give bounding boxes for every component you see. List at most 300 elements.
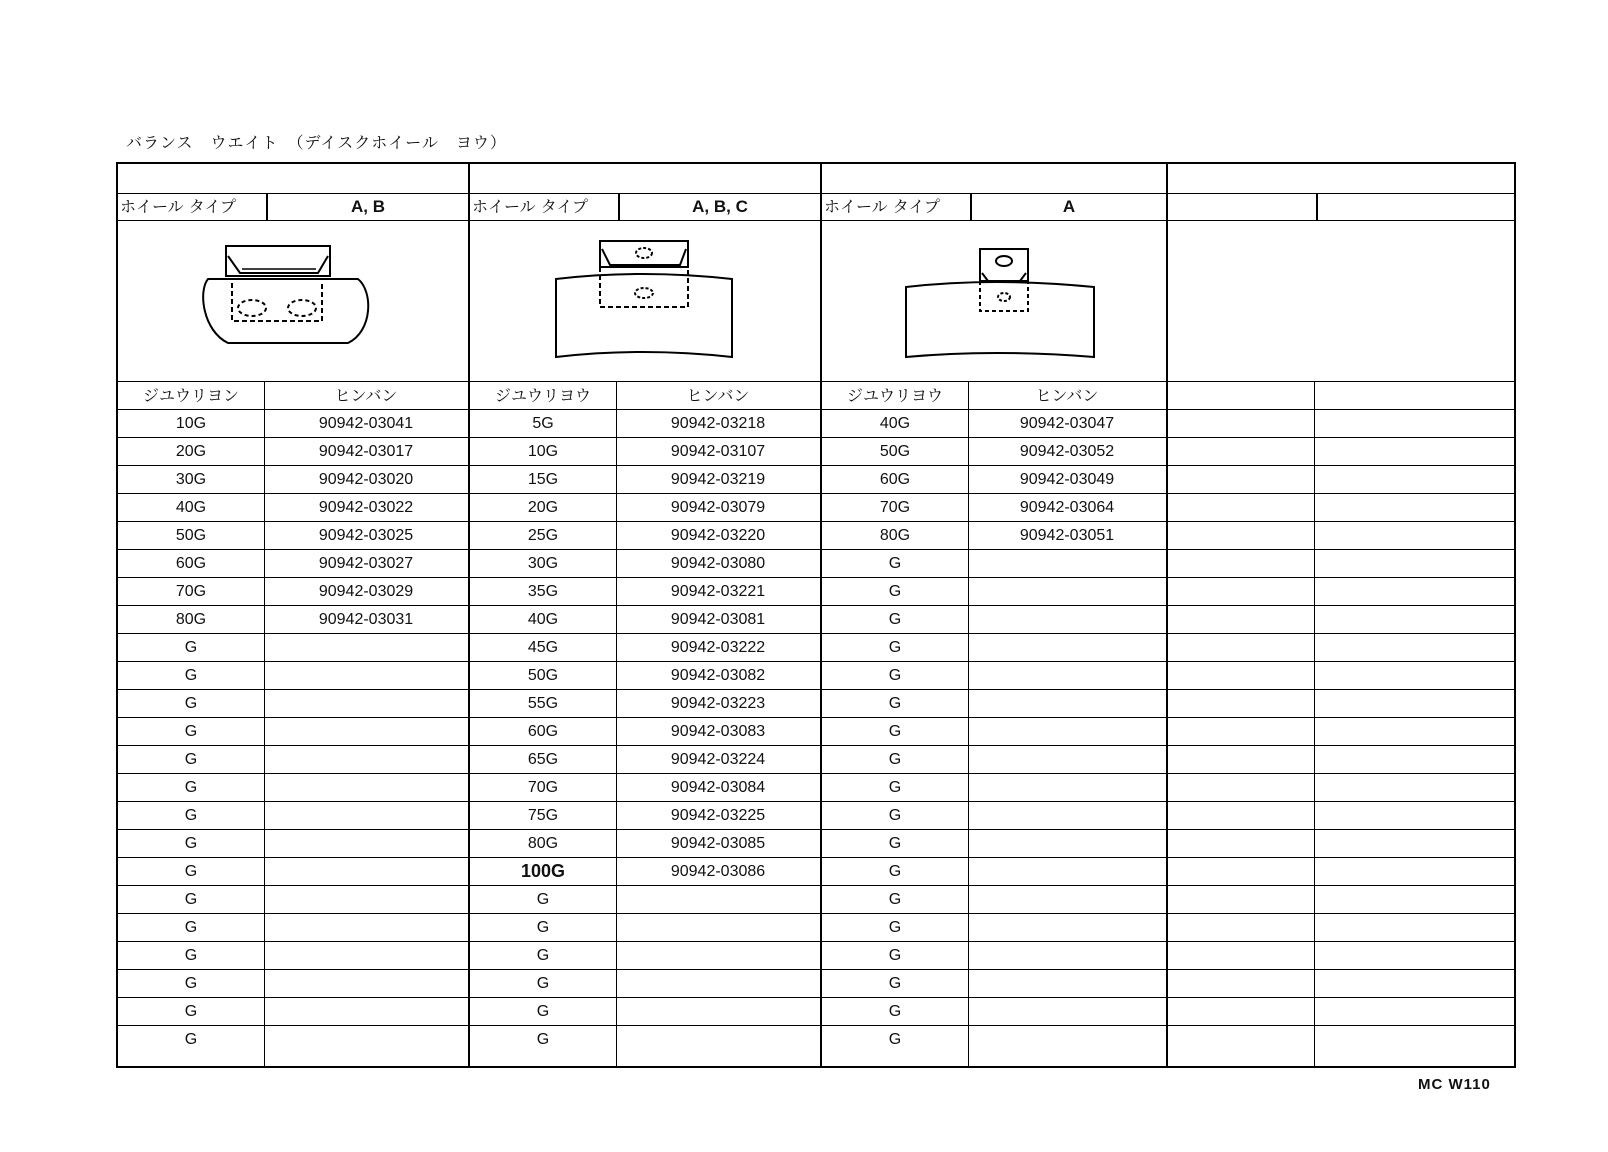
part-number-cell <box>1314 914 1514 941</box>
weight-cell: G <box>888 975 902 992</box>
part-number-cell <box>968 550 1166 577</box>
table-row <box>470 830 820 858</box>
weight-cell: 45G <box>527 639 559 656</box>
table-row <box>1168 830 1514 858</box>
table-row <box>470 942 820 970</box>
table-row <box>1168 914 1514 942</box>
weight-column-header <box>1168 382 1314 410</box>
weight-cell: 35G <box>527 583 559 600</box>
weight-cell <box>1168 550 1314 577</box>
part-number-cell <box>616 914 820 941</box>
weight-cell <box>1168 438 1314 465</box>
wheel-type-group-4 <box>1168 164 1514 1066</box>
table-row <box>470 914 820 942</box>
table-row <box>118 690 468 718</box>
part-number-cell <box>1314 494 1514 521</box>
weight-cell: 70G <box>527 779 559 796</box>
balance-weight-table <box>116 162 1516 1068</box>
part-number-cell <box>968 634 1166 661</box>
weight-cell: 50G <box>175 527 207 544</box>
table-row <box>1168 746 1514 774</box>
weight-cell: G <box>536 1031 550 1048</box>
weight-cell: G <box>888 779 902 796</box>
part-number-cell: 90942-03017 <box>318 443 414 460</box>
group-header-blank <box>1168 164 1514 194</box>
table-row <box>822 830 1166 858</box>
weight-cell: 60G <box>175 555 207 572</box>
weight-cell: 10G <box>175 415 207 432</box>
weight-cell <box>1168 718 1314 745</box>
part-number-cell: 90942-03041 <box>318 415 414 432</box>
table-row <box>1168 858 1514 886</box>
weight-cell <box>1168 466 1314 493</box>
part-number-cell <box>1314 662 1514 689</box>
weight-cell: G <box>184 779 198 796</box>
part-number-cell <box>264 1026 468 1053</box>
part-number-cell <box>1314 410 1514 437</box>
table-row <box>822 746 1166 774</box>
wheel-type-value: A, B, C <box>692 197 748 216</box>
weight-cell: G <box>184 807 198 824</box>
weight-cell: 80G <box>527 835 559 852</box>
weight-cell <box>1168 914 1314 941</box>
part-number-cell <box>1314 438 1514 465</box>
table-row <box>822 522 1166 550</box>
part-number-cell <box>264 886 468 913</box>
table-row <box>1168 942 1514 970</box>
part-number-cell <box>616 970 820 997</box>
weight-cell <box>1168 970 1314 997</box>
weight-cell <box>1168 1026 1314 1053</box>
small-clip-weight-icon <box>822 221 1166 381</box>
part-number-cell <box>968 942 1166 969</box>
part-number-cell <box>264 970 468 997</box>
part-number-cell: 90942-03225 <box>670 807 766 824</box>
part-number-cell: 90942-03223 <box>670 695 766 712</box>
table-row <box>822 998 1166 1026</box>
part-number-cell: 90942-03220 <box>670 527 766 544</box>
part-number-cell: 90942-03222 <box>670 639 766 656</box>
part-number-cell <box>968 802 1166 829</box>
table-row <box>822 662 1166 690</box>
table-row <box>470 998 820 1026</box>
table-row <box>1168 718 1514 746</box>
part-number-cell <box>264 802 468 829</box>
part-number-cell: 90942-03081 <box>670 611 766 628</box>
table-row <box>118 942 468 970</box>
weight-cell: 70G <box>175 583 207 600</box>
part-number-cell <box>264 858 468 885</box>
table-row <box>118 858 468 886</box>
part-number-cell <box>1314 1026 1514 1053</box>
weight-rows <box>822 410 1166 1066</box>
part-number-cell <box>968 914 1166 941</box>
part-number-cell: 90942-03064 <box>1019 499 1115 516</box>
weight-cell <box>1168 494 1314 521</box>
part-number-cell <box>1314 886 1514 913</box>
weight-column-header: ジユウリヨウ <box>822 382 968 410</box>
wheel-type-label: ホイール タイプ <box>118 194 268 220</box>
weight-cell: G <box>888 583 902 600</box>
table-row <box>1168 1026 1514 1054</box>
weight-cell: G <box>888 863 902 880</box>
part-number-cell <box>264 634 468 661</box>
part-number-cell <box>264 998 468 1025</box>
table-row <box>822 802 1166 830</box>
group-header-blank <box>822 164 1166 194</box>
table-row <box>1168 410 1514 438</box>
table-row <box>470 438 820 466</box>
group-header-blank <box>118 164 468 194</box>
wheel-type-label <box>1168 194 1318 220</box>
part-number-cell <box>968 970 1166 997</box>
weight-cell <box>1168 886 1314 913</box>
weight-cell: G <box>184 863 198 880</box>
table-row <box>470 802 820 830</box>
table-row <box>470 886 820 914</box>
wheel-type-row <box>470 194 820 221</box>
wheel-type-row <box>118 194 468 221</box>
table-row <box>118 662 468 690</box>
part-number-cell <box>968 998 1166 1025</box>
part-number-cell <box>968 578 1166 605</box>
weight-cell: G <box>536 919 550 936</box>
weight-cell <box>1168 942 1314 969</box>
weight-cell: 15G <box>527 471 559 488</box>
table-row <box>470 578 820 606</box>
weight-cell <box>1168 410 1314 437</box>
table-row <box>822 634 1166 662</box>
part-number-cell <box>1314 606 1514 633</box>
weight-cell <box>1168 634 1314 661</box>
table-row <box>118 634 468 662</box>
part-number-cell <box>1314 858 1514 885</box>
part-number-cell: 90942-03047 <box>1019 415 1115 432</box>
part-number-column-header <box>1314 382 1514 410</box>
weight-cell: 60G <box>879 471 911 488</box>
weight-cell: G <box>184 1003 198 1020</box>
part-number-cell <box>264 718 468 745</box>
part-number-cell <box>1314 970 1514 997</box>
part-number-cell: 90942-03025 <box>318 527 414 544</box>
table-row <box>118 466 468 494</box>
part-number-cell <box>264 662 468 689</box>
weight-cell: G <box>536 1003 550 1020</box>
part-number-column-header: ヒンバン <box>264 382 468 410</box>
part-number-cell <box>264 774 468 801</box>
adhesive-weight-icon <box>470 221 820 381</box>
weight-cell <box>1168 662 1314 689</box>
part-number-cell: 90942-03086 <box>670 863 766 880</box>
wheel-type-value: A <box>1062 197 1076 216</box>
wheel-type-row <box>1168 194 1514 221</box>
part-number-cell: 90942-03219 <box>670 471 766 488</box>
part-number-cell: 90942-03079 <box>670 499 766 516</box>
part-number-cell <box>1314 942 1514 969</box>
table-row <box>1168 578 1514 606</box>
part-number-cell: 90942-03080 <box>670 555 766 572</box>
part-number-cell: 90942-03027 <box>318 555 414 572</box>
table-row <box>822 690 1166 718</box>
weight-cell: G <box>888 723 902 740</box>
document-title: バランス ウエイト （デイスクホイール ヨウ） <box>126 133 507 152</box>
weight-cell <box>1168 522 1314 549</box>
part-number-cell: 90942-03022 <box>318 499 414 516</box>
weight-diagram <box>118 221 468 382</box>
wheel-type-label: ホイール タイプ <box>470 194 620 220</box>
weight-cell <box>1168 606 1314 633</box>
part-number-cell <box>1314 998 1514 1025</box>
table-row <box>822 578 1166 606</box>
part-number-cell <box>1314 634 1514 661</box>
weight-cell: G <box>888 891 902 908</box>
group-header-blank <box>470 164 820 194</box>
weight-cell: G <box>184 639 198 656</box>
table-row <box>118 494 468 522</box>
weight-cell: 65G <box>527 751 559 768</box>
part-number-cell: 90942-03020 <box>318 471 414 488</box>
weight-cell: 20G <box>175 443 207 460</box>
part-number-cell <box>1314 550 1514 577</box>
wheel-type-group-3 <box>822 164 1168 1066</box>
weight-cell <box>1168 690 1314 717</box>
weight-cell <box>1168 998 1314 1025</box>
table-row <box>1168 438 1514 466</box>
weight-column-header: ジユウリヨウ <box>470 382 616 410</box>
weight-rows <box>1168 410 1514 1066</box>
weight-cell: 75G <box>527 807 559 824</box>
table-row <box>822 410 1166 438</box>
table-row <box>822 606 1166 634</box>
weight-cell: G <box>888 919 902 936</box>
weight-column-header: ジユウリヨン <box>118 382 264 410</box>
table-row <box>470 690 820 718</box>
part-number-cell <box>968 746 1166 773</box>
weight-cell: G <box>888 1031 902 1048</box>
part-number-cell: 90942-03052 <box>1019 443 1115 460</box>
wheel-type-label: ホイール タイプ <box>822 194 972 220</box>
table-row <box>1168 550 1514 578</box>
table-row <box>822 494 1166 522</box>
table-row <box>118 606 468 634</box>
part-number-cell <box>616 1026 820 1053</box>
weight-cell: G <box>888 807 902 824</box>
weight-cell <box>1168 858 1314 885</box>
table-row <box>118 1026 468 1054</box>
part-number-cell: 90942-03083 <box>670 723 766 740</box>
weight-cell: G <box>184 835 198 852</box>
weight-cell: G <box>184 1031 198 1048</box>
table-row <box>118 522 468 550</box>
part-number-cell <box>1314 718 1514 745</box>
weight-cell: G <box>184 975 198 992</box>
part-number-cell <box>1314 466 1514 493</box>
part-number-column-header: ヒンバン <box>968 382 1166 410</box>
weight-diagram <box>1168 221 1514 382</box>
table-row <box>822 942 1166 970</box>
weight-cell <box>1168 746 1314 773</box>
weight-cell <box>1168 802 1314 829</box>
weight-cell: 10G <box>527 443 559 460</box>
table-row <box>470 634 820 662</box>
part-number-cell: 90942-03049 <box>1019 471 1115 488</box>
weight-cell: G <box>888 639 902 656</box>
part-number-cell: 90942-03218 <box>670 415 766 432</box>
part-number-cell <box>968 606 1166 633</box>
part-number-cell: 90942-03107 <box>670 443 766 460</box>
table-row <box>822 438 1166 466</box>
weight-cell: 20G <box>527 499 559 516</box>
table-row <box>1168 662 1514 690</box>
weight-cell <box>1168 830 1314 857</box>
weight-cell: G <box>536 975 550 992</box>
part-number-cell <box>1314 746 1514 773</box>
weight-cell: G <box>184 919 198 936</box>
part-number-cell <box>1314 690 1514 717</box>
part-number-cell <box>968 830 1166 857</box>
part-number-cell <box>1314 774 1514 801</box>
table-row <box>470 662 820 690</box>
weight-cell: 50G <box>879 443 911 460</box>
weight-cell: 40G <box>175 499 207 516</box>
weight-cell: 30G <box>527 555 559 572</box>
weight-cell: G <box>536 947 550 964</box>
weight-rows <box>118 410 468 1066</box>
part-number-cell <box>616 886 820 913</box>
part-number-cell <box>968 718 1166 745</box>
table-row <box>470 1026 820 1054</box>
part-number-cell <box>264 914 468 941</box>
part-number-cell <box>1314 522 1514 549</box>
part-number-column-header: ヒンバン <box>616 382 820 410</box>
weight-cell <box>1168 578 1314 605</box>
weight-diagram <box>822 221 1166 382</box>
table-row <box>1168 634 1514 662</box>
table-row <box>470 522 820 550</box>
part-number-cell: 90942-03051 <box>1019 527 1115 544</box>
table-row <box>118 746 468 774</box>
table-row <box>1168 802 1514 830</box>
weight-cell: G <box>184 695 198 712</box>
table-row <box>822 858 1166 886</box>
table-row <box>1168 606 1514 634</box>
table-row <box>822 914 1166 942</box>
weight-rows <box>470 410 820 1066</box>
table-row <box>822 970 1166 998</box>
table-row <box>118 830 468 858</box>
table-row <box>1168 690 1514 718</box>
table-row <box>118 718 468 746</box>
table-row <box>470 746 820 774</box>
part-number-cell <box>264 830 468 857</box>
table-row <box>118 998 468 1026</box>
part-number-cell <box>968 1026 1166 1053</box>
table-row <box>118 970 468 998</box>
part-number-cell <box>1314 830 1514 857</box>
part-number-cell: 90942-03084 <box>670 779 766 796</box>
table-row <box>118 438 468 466</box>
table-row <box>822 886 1166 914</box>
table-row <box>822 718 1166 746</box>
weight-cell: G <box>536 891 550 908</box>
weight-cell: G <box>888 835 902 852</box>
weight-cell: G <box>888 667 902 684</box>
part-number-cell <box>968 662 1166 689</box>
weight-cell: 30G <box>175 471 207 488</box>
wheel-type-value <box>1318 194 1514 220</box>
wheel-type-row <box>822 194 1166 221</box>
part-number-cell: 90942-03082 <box>670 667 766 684</box>
table-row <box>470 550 820 578</box>
part-number-cell <box>968 886 1166 913</box>
table-row <box>118 774 468 802</box>
wheel-type-group-2 <box>470 164 822 1066</box>
table-row <box>1168 970 1514 998</box>
weight-cell: G <box>888 751 902 768</box>
weight-cell: 40G <box>879 415 911 432</box>
weight-cell: 50G <box>527 667 559 684</box>
clip-on-weight-icon <box>118 221 468 381</box>
table-row <box>470 606 820 634</box>
weight-cell: G <box>888 695 902 712</box>
table-row <box>470 410 820 438</box>
table-row <box>1168 466 1514 494</box>
table-row <box>470 774 820 802</box>
weight-cell: G <box>888 1003 902 1020</box>
table-row <box>118 802 468 830</box>
weight-cell: 100G <box>520 861 566 881</box>
part-number-cell <box>616 942 820 969</box>
part-number-cell <box>616 998 820 1025</box>
table-row <box>1168 998 1514 1026</box>
weight-cell: 60G <box>527 723 559 740</box>
table-row <box>118 886 468 914</box>
weight-diagram <box>470 221 820 382</box>
weight-cell: 25G <box>527 527 559 544</box>
weight-cell: 55G <box>527 695 559 712</box>
wheel-type-value: A, B <box>351 197 385 216</box>
table-row <box>822 550 1166 578</box>
part-number-cell <box>264 942 468 969</box>
wheel-type-group-1 <box>118 164 470 1066</box>
part-number-cell: 90942-03221 <box>670 583 766 600</box>
table-row <box>118 550 468 578</box>
table-row <box>822 774 1166 802</box>
table-row <box>118 914 468 942</box>
table-row <box>470 466 820 494</box>
weight-cell: 80G <box>175 611 207 628</box>
table-row <box>1168 494 1514 522</box>
weight-cell: G <box>888 947 902 964</box>
part-number-cell: 90942-03224 <box>670 751 766 768</box>
weight-cell: G <box>184 947 198 964</box>
table-row <box>118 410 468 438</box>
weight-cell: G <box>184 667 198 684</box>
part-number-cell: 90942-03085 <box>670 835 766 852</box>
table-row <box>470 970 820 998</box>
table-row <box>118 578 468 606</box>
weight-cell: G <box>184 723 198 740</box>
document-code: MC W110 <box>1418 1076 1491 1093</box>
part-number-cell <box>264 690 468 717</box>
table-row <box>1168 886 1514 914</box>
table-row <box>822 1026 1166 1054</box>
part-number-cell <box>264 746 468 773</box>
part-number-cell: 90942-03029 <box>318 583 414 600</box>
part-number-cell <box>968 690 1166 717</box>
weight-cell: G <box>184 891 198 908</box>
part-number-cell <box>1314 802 1514 829</box>
